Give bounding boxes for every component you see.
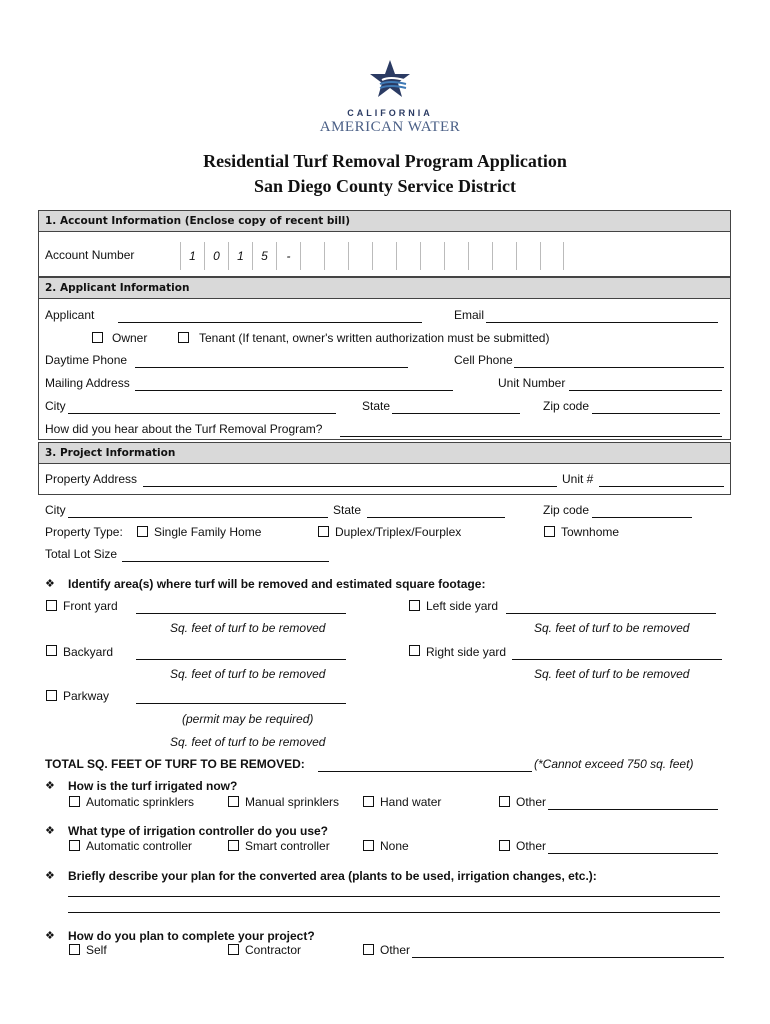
controller-question: What type of irrigation controller do you use? [68, 824, 329, 838]
parkway-field[interactable] [136, 689, 346, 704]
account-digit[interactable] [516, 242, 540, 270]
contractor-label: Contractor [245, 943, 302, 957]
controller-other-label: Other [516, 839, 547, 853]
bullet-icon: ❖ [45, 870, 55, 882]
self-label: Self [86, 943, 107, 957]
property-type-label: Property Type: [45, 525, 123, 539]
account-digit[interactable] [420, 242, 444, 270]
parkway-checkbox[interactable] [46, 690, 57, 701]
account-number-label: Account Number [45, 248, 135, 262]
bullet-icon: ❖ [45, 825, 55, 837]
automatic-controller-checkbox[interactable] [69, 840, 80, 851]
bullet-icon: ❖ [45, 578, 55, 590]
plan-question: Briefly describe your plan for the converted area (plants to be used, irrigation changes, etc.): [68, 869, 597, 883]
bullet-icon: ❖ [45, 930, 55, 942]
smart-controller-label: Smart controller [245, 839, 330, 853]
irrigated-other-label: Other [516, 795, 547, 809]
areas-heading: Identify area(s) where turf will be removed and estimated square footage: [68, 577, 486, 591]
irrigated-other-field[interactable] [548, 795, 718, 810]
applicant-label: Applicant [45, 308, 95, 322]
left-side-label: Left side yard [426, 599, 499, 613]
hand-water-label: Hand water [380, 795, 442, 809]
manual-sprinklers-checkbox[interactable] [228, 796, 239, 807]
single-family-label: Single Family Home [154, 525, 262, 539]
irrigated-question: How is the turf irrigated now? [68, 779, 238, 793]
front-yard-field[interactable] [136, 599, 346, 614]
project-question: How do you plan to complete your project? [68, 929, 315, 943]
lot-size-label: Total Lot Size [45, 547, 118, 561]
parkway-label: Parkway [63, 689, 110, 703]
total-label: TOTAL SQ. FEET OF TURF TO BE REMOVED: [45, 757, 305, 771]
account-number-field[interactable] [180, 242, 564, 270]
property-address-field[interactable] [143, 472, 557, 487]
daytime-phone-label: Daytime Phone [45, 353, 128, 367]
project-zip-field[interactable] [592, 503, 692, 518]
account-digit[interactable] [372, 242, 396, 270]
right-side-checkbox[interactable] [409, 645, 420, 656]
star-wave-icon [360, 58, 420, 106]
form-title: Residential Turf Removal Program Application [203, 151, 567, 171]
state-field[interactable] [392, 399, 520, 414]
account-digit[interactable] [492, 242, 516, 270]
cell-phone-label: Cell Phone [454, 353, 513, 367]
townhome-checkbox[interactable] [544, 526, 555, 537]
unit-field[interactable] [599, 472, 724, 487]
hear-about-field[interactable] [340, 422, 722, 437]
project-zip-label: Zip code [543, 503, 590, 517]
account-digit[interactable] [348, 242, 372, 270]
zip-label: Zip code [543, 399, 590, 413]
townhome-label: Townhome [561, 525, 620, 539]
tenant-checkbox[interactable] [178, 332, 189, 343]
state-label: State [362, 399, 391, 413]
unit-number-label: Unit Number [498, 376, 566, 390]
account-digit[interactable]: - [276, 242, 300, 270]
bullet-icon: ❖ [45, 780, 55, 792]
daytime-phone-field[interactable] [135, 353, 408, 368]
plan-line-2[interactable] [68, 898, 720, 913]
project-other-checkbox[interactable] [363, 944, 374, 955]
hear-about-label: How did you hear about the Turf Removal Program? [45, 422, 323, 436]
account-digit[interactable]: 1 [180, 242, 204, 270]
email-label: Email [454, 308, 485, 322]
irrigated-other-checkbox[interactable] [499, 796, 510, 807]
account-digit[interactable]: 5 [252, 242, 276, 270]
backyard-field[interactable] [136, 645, 346, 660]
total-note: (*Cannot exceed 750 sq. feet) [534, 757, 694, 771]
section-project-header: 3. Project Information [38, 442, 731, 464]
right-side-field[interactable] [512, 645, 722, 660]
account-digit[interactable] [540, 242, 564, 270]
parkway-sqft-label: Sq. feet of turf to be removed [170, 735, 326, 749]
unit-label: Unit # [562, 472, 594, 486]
none-label: None [380, 839, 409, 853]
automatic-sprinklers-checkbox[interactable] [69, 796, 80, 807]
company-logo [310, 58, 470, 138]
property-address-label: Property Address [45, 472, 138, 486]
contractor-checkbox[interactable] [228, 944, 239, 955]
project-state-label: State [333, 503, 362, 517]
city-field[interactable] [68, 399, 336, 414]
single-family-checkbox[interactable] [137, 526, 148, 537]
form-subtitle: San Diego County Service District [254, 176, 516, 196]
controller-other-checkbox[interactable] [499, 840, 510, 851]
account-digit[interactable] [444, 242, 468, 270]
section-applicant-header: 2. Applicant Information [38, 277, 731, 299]
duplex-checkbox[interactable] [318, 526, 329, 537]
backyard-checkbox[interactable] [46, 645, 57, 656]
logo-line2: AMERICAN WATER [319, 119, 461, 135]
account-digit[interactable] [468, 242, 492, 270]
section-account-header: 1. Account Information (Enclose copy of recent bill) [38, 210, 731, 232]
account-digit[interactable]: 1 [228, 242, 252, 270]
project-city-field[interactable] [68, 503, 328, 518]
cell-phone-field[interactable] [514, 353, 724, 368]
front-yard-label: Front yard [63, 599, 118, 613]
email-field[interactable] [486, 308, 718, 323]
backyard-label: Backyard [63, 645, 114, 659]
project-city-label: City [45, 503, 66, 517]
permit-note: (permit may be required) [182, 712, 314, 726]
unit-number-field[interactable] [569, 376, 722, 391]
project-other-field[interactable] [412, 943, 724, 958]
none-checkbox[interactable] [363, 840, 374, 851]
right-sqft-label: Sq. feet of turf to be removed [534, 667, 690, 681]
account-digit[interactable] [300, 242, 324, 270]
project-other-label: Other [380, 943, 411, 957]
city-label: City [45, 399, 66, 413]
hand-water-checkbox[interactable] [363, 796, 374, 807]
left-side-checkbox[interactable] [409, 600, 420, 611]
backyard-sqft-label: Sq. feet of turf to be removed [170, 667, 326, 681]
automatic-sprinklers-label: Automatic sprinklers [86, 795, 195, 809]
owner-label: Owner [112, 331, 148, 345]
smart-controller-checkbox[interactable] [228, 840, 239, 851]
account-digit[interactable] [324, 242, 348, 270]
left-sqft-label: Sq. feet of turf to be removed [534, 621, 690, 635]
account-digit[interactable]: 0 [204, 242, 228, 270]
self-checkbox[interactable] [69, 944, 80, 955]
manual-sprinklers-label: Manual sprinklers [245, 795, 340, 809]
account-digit[interactable] [396, 242, 420, 270]
front-yard-checkbox[interactable] [46, 600, 57, 611]
right-side-label: Right side yard [426, 645, 507, 659]
tenant-label: Tenant (If tenant, owner's written authorization must be submitted) [199, 331, 550, 345]
left-side-field[interactable] [506, 599, 716, 614]
total-field[interactable] [318, 757, 532, 772]
lot-size-field[interactable] [122, 547, 329, 562]
project-state-field[interactable] [367, 503, 505, 518]
mailing-address-label: Mailing Address [45, 376, 130, 390]
plan-line-1[interactable] [68, 882, 720, 897]
front-sqft-label: Sq. feet of turf to be removed [170, 621, 326, 635]
zip-field[interactable] [592, 399, 720, 414]
owner-checkbox[interactable] [92, 332, 103, 343]
applicant-field[interactable] [118, 308, 422, 323]
duplex-label: Duplex/Triplex/Fourplex [335, 525, 462, 539]
automatic-controller-label: Automatic controller [86, 839, 193, 853]
mailing-address-field[interactable] [135, 376, 453, 391]
controller-other-field[interactable] [548, 839, 718, 854]
logo-line1: CALIFORNIA [347, 108, 433, 118]
